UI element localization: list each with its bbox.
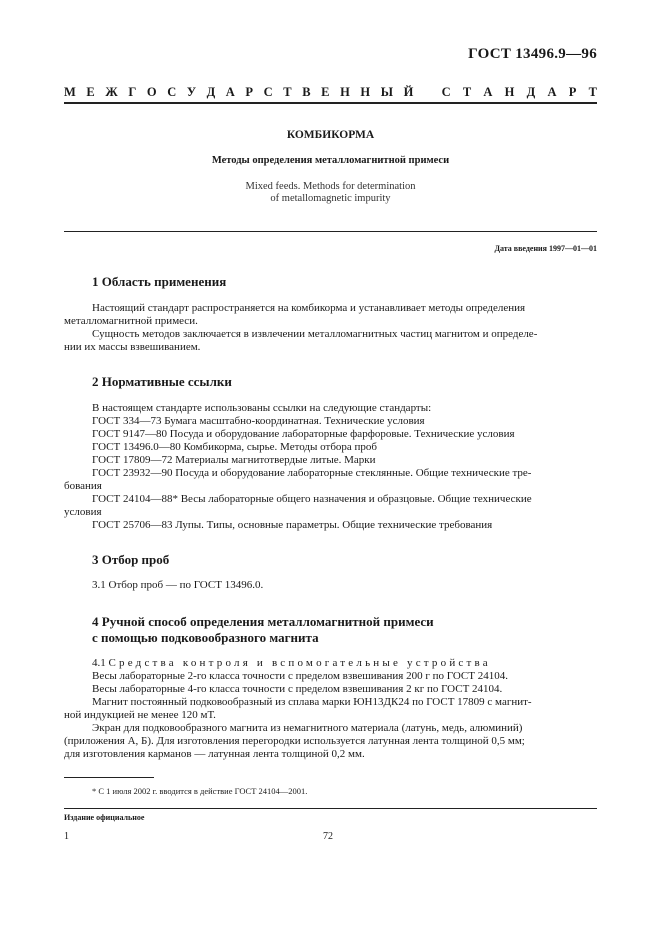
text-line: В настоящем стандарте использованы ссылки на следующие стандарты: xyxy=(92,402,432,414)
english-title-line: of metallomagnetic impurity xyxy=(270,193,391,204)
text-line: Настоящий стандарт распространяется на комбикорма и устанавливает методы определения xyxy=(92,302,526,314)
banner-word-standard xyxy=(442,85,597,100)
text-line: металломагнитной примеси. xyxy=(64,315,198,327)
reference-line: ГОСТ 9147—80 Посуда и оборудование лабораторные фарфоровые. Технические условия xyxy=(92,428,515,440)
reference-line: ГОСТ 13496.0—80 Комбикорма, сырье. Методы отбора проб xyxy=(92,441,378,453)
banner-letter: С xyxy=(167,85,177,99)
banner-letter: Е xyxy=(86,85,95,99)
banner-letter: Е xyxy=(321,85,330,99)
banner-letter: Т xyxy=(462,85,472,99)
date-introduced: Дата введения 1997—01—01 xyxy=(494,244,597,253)
banner-letter: В xyxy=(302,85,311,99)
reference-line: ГОСТ 17809—72 Материалы магнитотвердые литые. Марки xyxy=(92,454,376,466)
english-title-line: Mixed feeds. Methods for determination xyxy=(245,181,416,192)
page-number: 72 xyxy=(323,831,333,842)
banner-letter: А xyxy=(225,85,235,99)
banner-letter: Д xyxy=(526,85,536,99)
banner-letter: А xyxy=(483,85,493,99)
section-4-heading-cont: с помощью подковообразного магнита xyxy=(92,630,319,645)
section-3-heading: 3 Отбор проб xyxy=(92,552,170,567)
english-title xyxy=(0,181,661,205)
document-code: ГОСТ 13496.9—96 xyxy=(468,46,597,62)
reference-line: ГОСТ 334—73 Бумага масштабно-координатная. Технические условия xyxy=(92,415,425,427)
top-rule xyxy=(64,102,597,104)
text-line: для изготовления карманов — латунная лента толщиной 0,2 мм. xyxy=(64,748,365,760)
text-line: Магнит постоянный подковообразный из сплава марки ЮН13ДК24 по ГОСТ 17809 с магнит- xyxy=(92,696,532,708)
banner-letter: Д xyxy=(206,85,216,99)
subsection-number: 4.1 xyxy=(92,657,106,669)
text-line: Весы лабораторные 4-го класса точности с пределом взвешивания 2 кг по ГОСТ 24104. xyxy=(92,683,503,695)
text-line: Экран для подковообразного магнита из немагнитного материала (латунь, медь, алюминий) xyxy=(92,722,523,734)
subsection-4-1 xyxy=(64,657,598,670)
text-line: 3.1 Отбор проб — по ГОСТ 13496.0. xyxy=(92,579,264,591)
footnote: * С 1 июля 2002 г. вводится в действие ГОСТ 24104—2001. xyxy=(92,786,308,796)
footer-left-number: 1 xyxy=(64,831,69,842)
banner-letter: Р xyxy=(245,85,254,99)
banner-letter: Р xyxy=(568,85,577,99)
reference-line: ГОСТ 25706—83 Лупы. Типы, основные параметры. Общие технические требования xyxy=(92,519,493,531)
banner-letter: С xyxy=(263,85,273,99)
section-1-heading: 1 Область применения xyxy=(92,274,227,289)
banner-letter: А xyxy=(547,85,557,99)
footnote-rule xyxy=(64,777,154,778)
doc-title: КОМБИКОРМА xyxy=(286,129,375,141)
footer-rule xyxy=(64,808,597,809)
banner-letter: Н xyxy=(504,85,515,99)
text-line: Сущность методов заключается в извлечении металломагнитных частиц магнитом и определе- xyxy=(92,328,538,340)
reference-line: условия xyxy=(64,506,102,518)
section-4-heading: 4 Ручной способ определения металломагнитной примеси xyxy=(92,614,434,629)
title-rule xyxy=(64,231,597,232)
banner-letter: Н xyxy=(340,85,350,99)
official-edition-label: Издание официальное xyxy=(64,813,145,822)
reference-line: бования xyxy=(64,480,102,492)
banner-letter: Г xyxy=(128,85,137,99)
reference-line: ГОСТ 23932—90 Посуда и оборудование лабораторные стеклянные. Общие технические тре- xyxy=(92,467,532,479)
section-1-body xyxy=(64,302,598,354)
text-line: ной индукцией не менее 120 мТ. xyxy=(64,709,216,721)
section-4-body xyxy=(64,657,598,761)
banner-letter: М xyxy=(64,85,76,99)
section-2-body xyxy=(64,402,598,532)
reference-line: ГОСТ 24104—88* Весы лабораторные общего назначения и образцовые. Общие технические xyxy=(92,493,532,505)
text-line: (приложения А, Б). Для изготовления перегородки используется латунная лента толщиной 0,5 мм; xyxy=(64,735,525,747)
subsection-title: Средства контроля и вспомогательные устройства xyxy=(108,657,491,669)
banner-letter: Ж xyxy=(105,85,118,99)
section-3-body xyxy=(64,579,598,592)
banner-letter: Й xyxy=(403,85,414,99)
banner-letter: Т xyxy=(588,85,597,99)
section-2-heading: 2 Нормативные ссылки xyxy=(92,374,232,389)
doc-subtitle: Методы определения металломагнитной примеси xyxy=(211,155,450,166)
text-line: нии их массы взвешиванием. xyxy=(64,341,201,353)
interstate-standard-banner xyxy=(64,85,597,100)
banner-word-interstate xyxy=(64,85,414,100)
banner-letter: Т xyxy=(283,85,292,99)
banner-letter: Н xyxy=(360,85,371,99)
text-line: Весы лабораторные 2-го класса точности с пределом взвешивания 200 г по ГОСТ 24104. xyxy=(92,670,508,682)
banner-letter: Ы xyxy=(380,85,394,99)
banner-letter: У xyxy=(186,85,196,99)
banner-letter: О xyxy=(146,85,157,99)
banner-letter: С xyxy=(441,85,451,99)
